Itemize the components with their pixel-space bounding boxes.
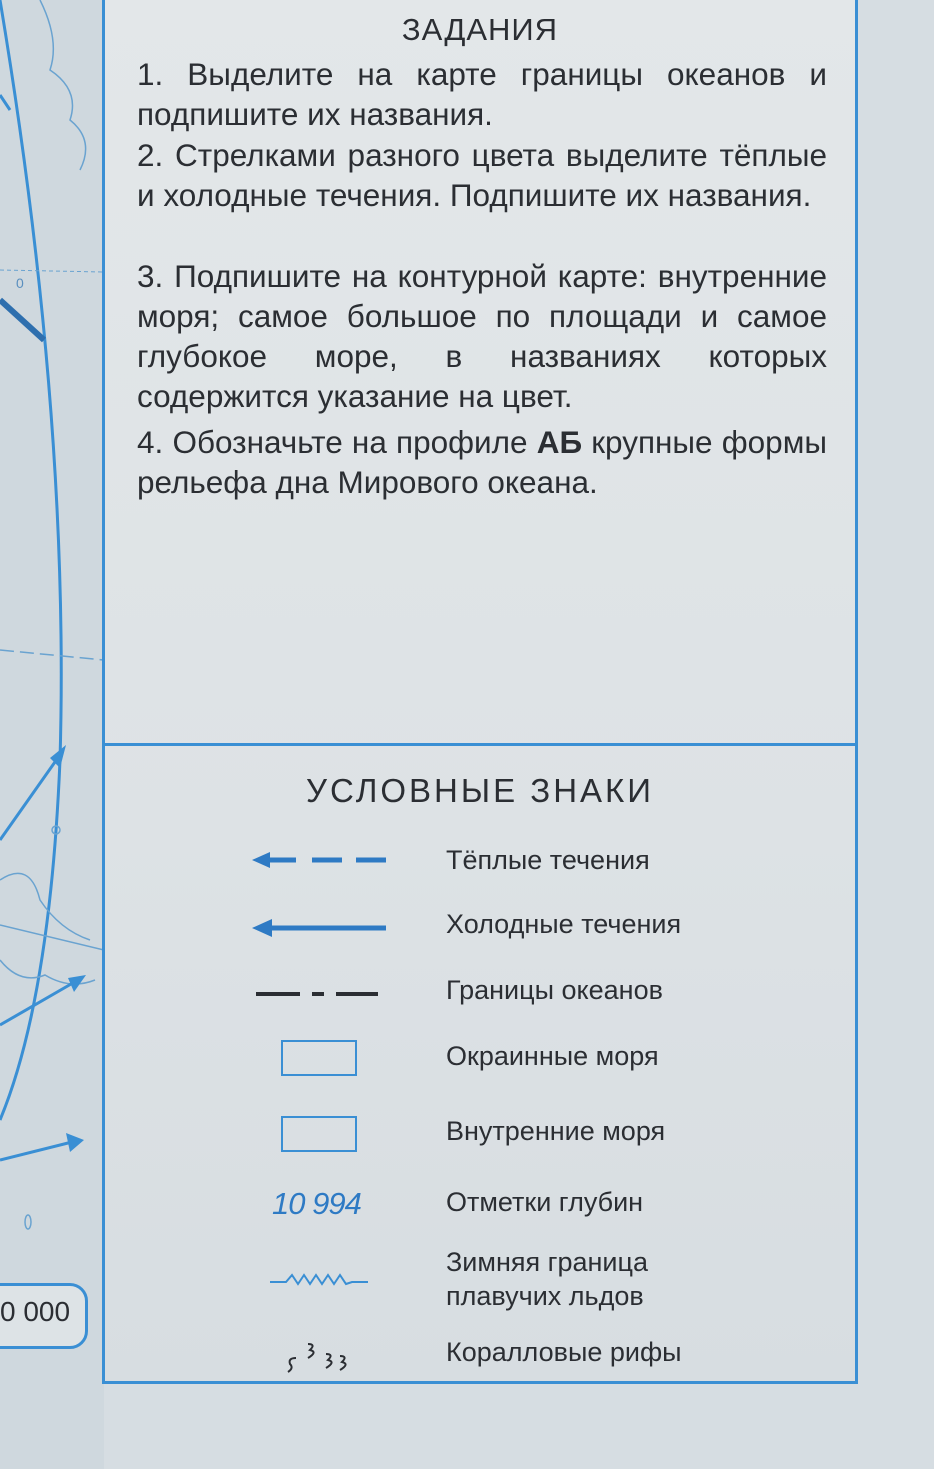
coral-reef-icon [282, 1336, 354, 1376]
section-divider [102, 743, 858, 746]
wavy-line-icon [268, 1262, 372, 1302]
scale-text: 0 000 [0, 1296, 71, 1327]
legend-label-warm-currents: Тёплые течения [446, 845, 650, 875]
rectangle-icon [281, 1116, 357, 1152]
map-outline [0, 0, 104, 1469]
legend-label-ice-boundary-line2: плавучих льдов [446, 1281, 644, 1311]
legend-label-coral-reefs: Коралловые рифы [446, 1337, 682, 1367]
legend-label-depth-marks: Отметки глубин [446, 1187, 644, 1217]
grid-label: 0 [16, 275, 24, 291]
depth-mark-sample: 10 994 [272, 1186, 361, 1221]
tasks-title: ЗАДАНИЯ [401, 12, 559, 47]
task-4-text-end: крупные формы рельефа дна Мирового океана. [137, 424, 827, 500]
task-1: 1. Выделите на карте границы океанов и подпишите их названия. [137, 56, 827, 132]
legend-title: УСЛОВНЫЕ ЗНАКИ [306, 772, 654, 809]
legend-label-ocean-borders: Границы океанов [446, 975, 663, 1005]
solid-arrow-icon [250, 908, 390, 948]
dashed-arrow-icon [250, 840, 390, 880]
task-3: 3. Подпишите на контурной карте: внутренние моря; самое большое по площади и самое глубокое море, в названиях которых содержится указание на цвет. [137, 258, 827, 414]
map-fragment [0, 0, 104, 1469]
legend-label-marginal-seas: Окраинные моря [446, 1041, 659, 1071]
task-4 [137, 422, 827, 502]
task-4-text-start: 4. Обозначьте на профиле [137, 424, 537, 460]
rectangle-icon [281, 1040, 357, 1076]
task-2: 2. Стрелками разного цвета выделите тёплые и холодные течения. Подпишите их названия. [137, 137, 827, 213]
profile-label: АБ [536, 424, 583, 460]
legend-label-cold-currents: Холодные течения [446, 909, 682, 939]
legend-label-inland-seas: Внутренние моря [446, 1116, 666, 1146]
legend-label-ice-boundary-line1: Зимняя граница [446, 1247, 648, 1277]
dash-dot-line-icon [250, 974, 390, 1014]
